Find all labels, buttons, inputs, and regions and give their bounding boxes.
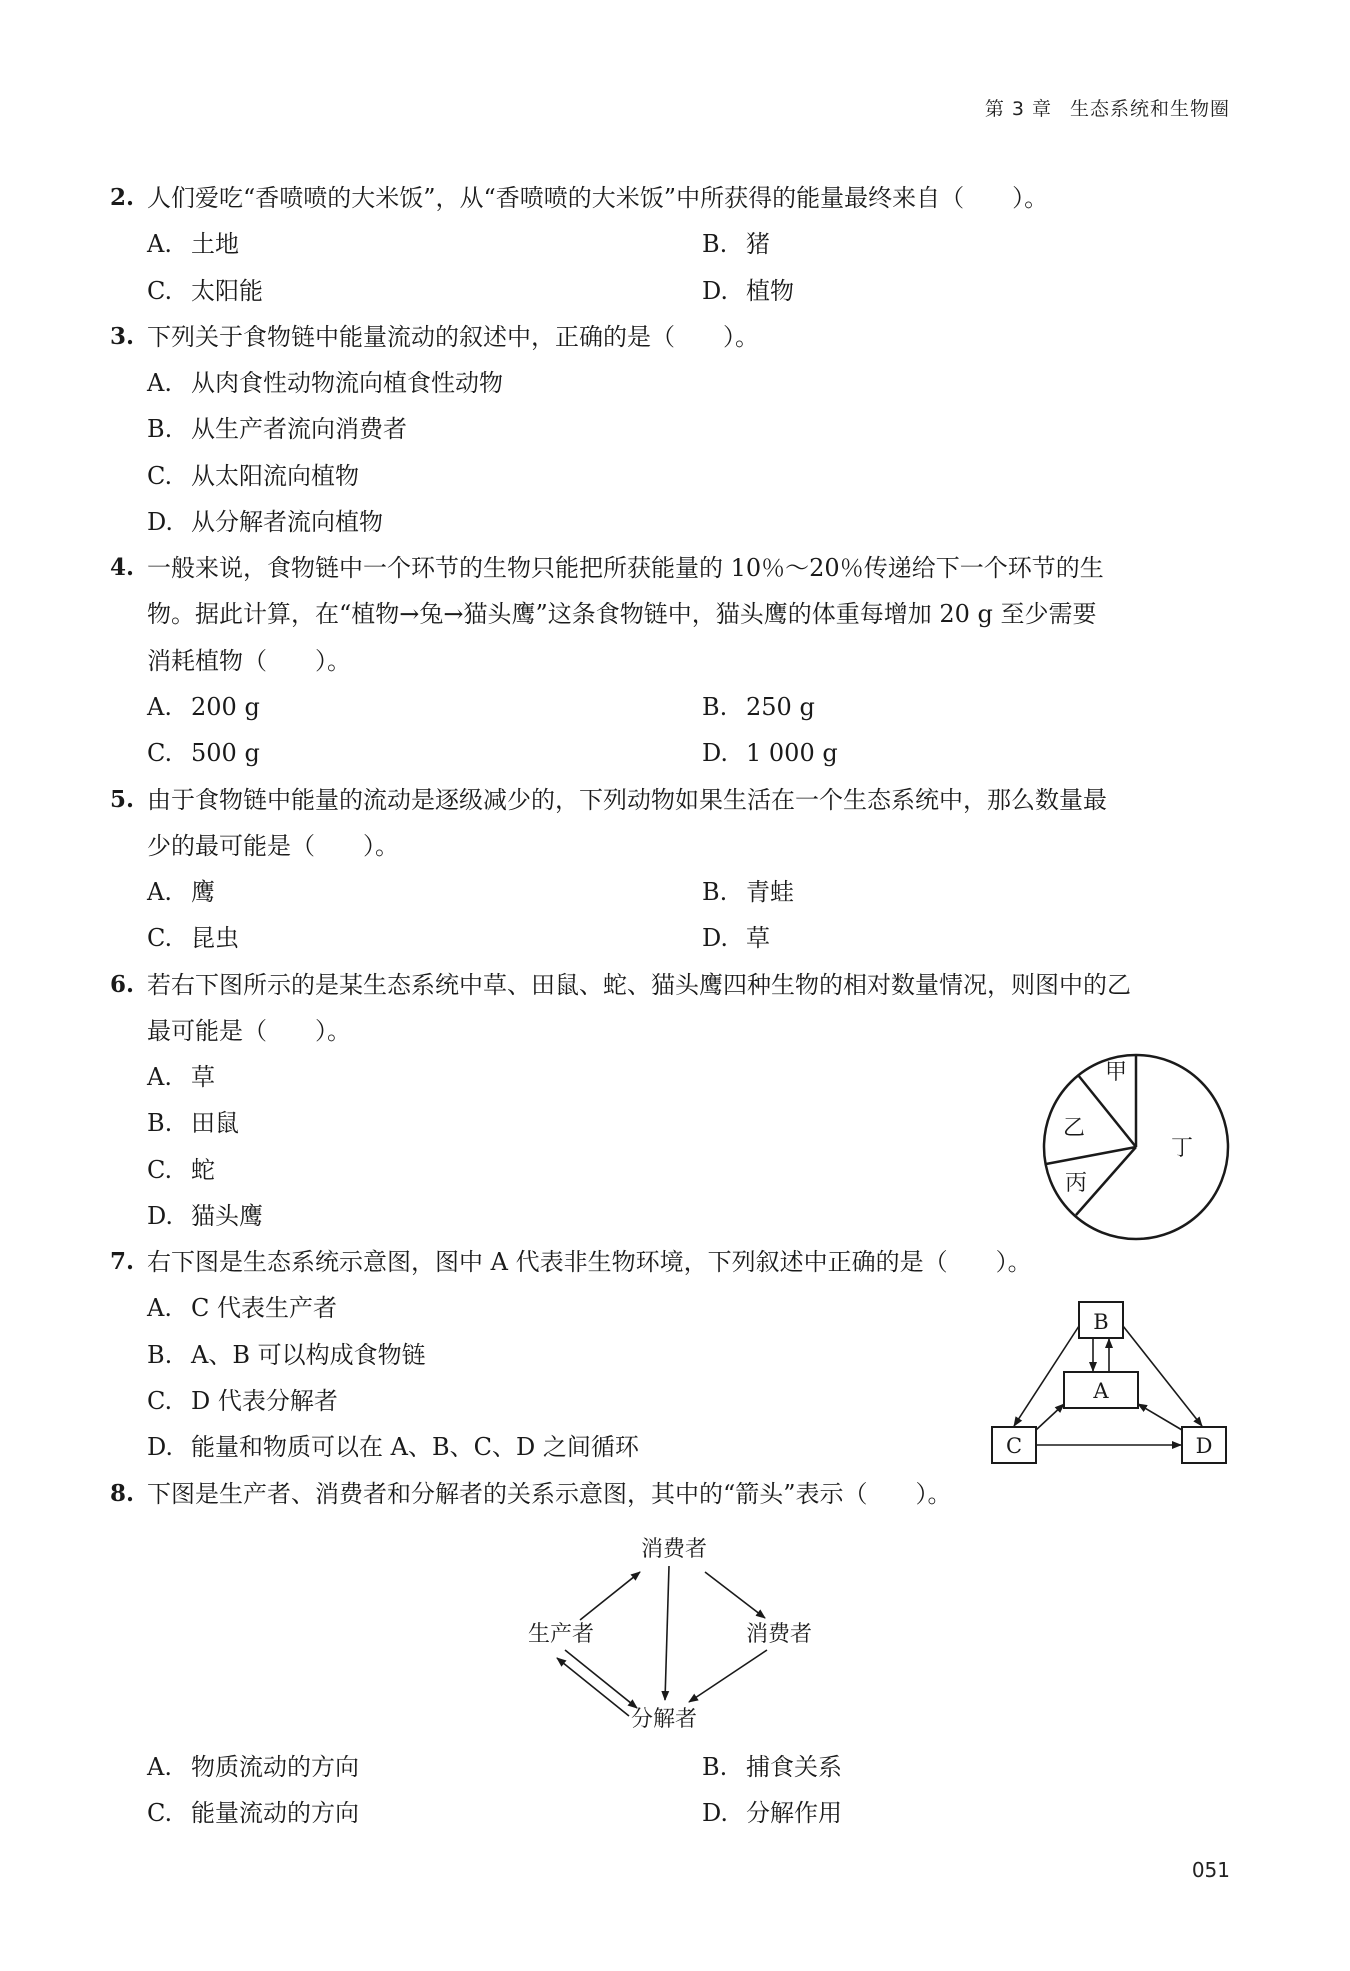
box-d-label: D bbox=[1195, 1434, 1213, 1458]
option-label: B. bbox=[702, 230, 728, 258]
chapter-number: 第 3 章 bbox=[984, 98, 1052, 120]
option-text: 从生产者流向消费者 bbox=[191, 415, 407, 443]
arrow-d-to-a bbox=[1138, 1404, 1182, 1430]
option-b bbox=[702, 690, 815, 724]
option-label: A. bbox=[147, 1753, 172, 1781]
question-text: 右下图是生态系统示意图，图中 A 代表非生物环境，下列叙述中正确的是（ ）。 bbox=[147, 1248, 1032, 1276]
option-label: A. bbox=[147, 693, 172, 721]
arrow-producer-to-decomposer bbox=[565, 1650, 637, 1708]
option-label: B. bbox=[702, 693, 728, 721]
option-label: C. bbox=[147, 1156, 173, 1184]
option-label: C. bbox=[147, 739, 173, 767]
option-text: 植物 bbox=[746, 277, 794, 305]
option-text: C 代表生产者 bbox=[191, 1294, 337, 1322]
option-text: 草 bbox=[191, 1063, 215, 1091]
option-label: D. bbox=[147, 1202, 174, 1230]
option-label: B. bbox=[702, 1753, 728, 1781]
question-text: 物。据此计算，在“植物→兔→猫头鹰”这条食物链中，猫头鹰的体重每增加 20 g 至少需要 bbox=[147, 600, 1097, 628]
arrow-consumer-right-to-decomposer bbox=[689, 1650, 767, 1702]
node-consumer-top: 消费者 bbox=[640, 1537, 708, 1562]
option-label: C. bbox=[147, 277, 173, 305]
option-text: 物质流动的方向 bbox=[191, 1753, 359, 1781]
option-a bbox=[147, 875, 215, 909]
option-b bbox=[702, 875, 794, 909]
node-consumer-right: 消费者 bbox=[745, 1622, 813, 1647]
question-number: 3. bbox=[110, 323, 135, 350]
option-text: 从分解者流向植物 bbox=[191, 508, 383, 536]
option-label: D. bbox=[702, 924, 729, 952]
option-a bbox=[147, 1060, 215, 1094]
option-label: A. bbox=[147, 230, 172, 258]
box-b-label: B bbox=[1093, 1310, 1109, 1334]
question-text: 若右下图所示的是某生态系统中草、田鼠、蛇、猫头鹰四种生物的相对数量情况，则图中的乙 bbox=[147, 971, 1131, 999]
pie-figure bbox=[1036, 1047, 1236, 1247]
question-text: 下列关于食物链中能量流动的叙述中，正确的是（ ）。 bbox=[147, 323, 759, 351]
question-text: 一般来说，食物链中一个环节的生物只能把所获能量的 10％～20％传递给下一个环节的生 bbox=[147, 554, 1104, 582]
option-text: 500 g bbox=[191, 739, 260, 767]
arrow-consumer-to-consumer bbox=[705, 1572, 765, 1618]
question-number: 7. bbox=[110, 1248, 135, 1275]
option-c bbox=[147, 1796, 359, 1830]
question-number: 8. bbox=[110, 1480, 135, 1507]
option-a bbox=[147, 690, 260, 724]
question-number: 2. bbox=[110, 184, 135, 211]
option-label: B. bbox=[702, 878, 728, 906]
option-label: A. bbox=[147, 1063, 172, 1091]
option-text: 捕食关系 bbox=[746, 1753, 842, 1781]
option-d bbox=[702, 921, 770, 955]
option-a bbox=[147, 1750, 359, 1784]
arrow-consumer-to-decomposer bbox=[665, 1566, 669, 1700]
option-b bbox=[702, 1750, 842, 1784]
arrow-producer-to-consumer bbox=[580, 1572, 640, 1620]
option-text: 猪 bbox=[746, 230, 770, 258]
option-d bbox=[702, 736, 838, 770]
ecosystem-figure bbox=[980, 1290, 1240, 1480]
option-text: 分解作用 bbox=[746, 1799, 842, 1827]
option-label: A. bbox=[147, 1294, 172, 1322]
slice-label-jia: 甲 bbox=[1104, 1060, 1128, 1085]
option-text: 猫头鹰 bbox=[191, 1202, 263, 1230]
option-a bbox=[147, 366, 503, 400]
relation-figure bbox=[505, 1530, 845, 1740]
option-d bbox=[702, 1796, 842, 1830]
option-c bbox=[147, 274, 263, 308]
option-label: C. bbox=[147, 924, 173, 952]
option-d bbox=[147, 505, 383, 539]
slice-label-yi: 乙 bbox=[1062, 1116, 1086, 1141]
option-text: 蛇 bbox=[191, 1156, 215, 1184]
question-text: 少的最可能是（ ）。 bbox=[147, 832, 399, 860]
option-label: B. bbox=[147, 1109, 173, 1137]
pie-divider bbox=[1078, 1075, 1136, 1147]
option-b bbox=[147, 412, 407, 446]
question-text: 最可能是（ ）。 bbox=[147, 1017, 351, 1045]
option-text: A、B 可以构成食物链 bbox=[191, 1341, 426, 1369]
option-text: 能量和物质可以在 A、B、C、D 之间循环 bbox=[191, 1433, 639, 1461]
node-decomposer: 分解者 bbox=[630, 1707, 698, 1732]
option-label: A. bbox=[147, 878, 172, 906]
option-label: B. bbox=[147, 415, 173, 443]
option-label: D. bbox=[702, 739, 729, 767]
option-a bbox=[147, 227, 239, 261]
option-text: 200 g bbox=[191, 693, 260, 721]
slice-label-ding: 丁 bbox=[1170, 1136, 1194, 1161]
option-c bbox=[147, 736, 260, 770]
slice-label-bing: 丙 bbox=[1064, 1171, 1088, 1196]
option-text: 昆虫 bbox=[191, 924, 239, 952]
option-label: C. bbox=[147, 462, 173, 490]
option-text: 太阳能 bbox=[191, 277, 263, 305]
option-a bbox=[147, 1291, 337, 1325]
option-label: D. bbox=[702, 277, 729, 305]
option-text: 1 000 g bbox=[746, 739, 838, 767]
option-d bbox=[147, 1199, 263, 1233]
question-text: 由于食物链中能量的流动是逐级减少的，下列动物如果生活在一个生态系统中，那么数量最 bbox=[147, 786, 1107, 814]
option-label: D. bbox=[147, 508, 174, 536]
page-number: 051 bbox=[1191, 1858, 1230, 1882]
option-c bbox=[147, 459, 359, 493]
option-c bbox=[147, 1153, 215, 1187]
question-text: 下图是生产者、消费者和分解者的关系示意图，其中的“箭头”表示（ ）。 bbox=[147, 1480, 952, 1508]
option-text: 青蛙 bbox=[746, 878, 794, 906]
question-text: 人们爱吃“香喷喷的大米饭”，从“香喷喷的大米饭”中所获得的能量最终来自（ ）。 bbox=[147, 184, 1049, 212]
chapter-title: 生态系统和生物圈 bbox=[1069, 98, 1230, 120]
option-c bbox=[147, 1384, 338, 1418]
node-producer: 生产者 bbox=[527, 1622, 595, 1647]
option-d bbox=[147, 1430, 639, 1464]
option-text: 鹰 bbox=[191, 878, 215, 906]
option-label: D. bbox=[147, 1433, 174, 1461]
option-b bbox=[702, 227, 770, 261]
question-text: 消耗植物（ ）。 bbox=[147, 647, 351, 675]
option-text: 250 g bbox=[746, 693, 815, 721]
option-c bbox=[147, 921, 239, 955]
box-c-label: C bbox=[1005, 1434, 1023, 1458]
option-label: C. bbox=[147, 1387, 173, 1415]
option-text: 田鼠 bbox=[191, 1109, 239, 1137]
question-number: 6. bbox=[110, 971, 135, 998]
option-label: B. bbox=[147, 1341, 173, 1369]
option-text: 草 bbox=[746, 924, 770, 952]
option-label: D. bbox=[702, 1799, 729, 1827]
option-text: D 代表分解者 bbox=[191, 1387, 338, 1415]
option-label: C. bbox=[147, 1799, 173, 1827]
chapter-header bbox=[985, 94, 1230, 121]
option-b bbox=[147, 1106, 239, 1140]
option-text: 土地 bbox=[191, 230, 239, 258]
option-b bbox=[147, 1338, 426, 1372]
option-d bbox=[702, 274, 794, 308]
arrow-c-to-a bbox=[1036, 1404, 1064, 1430]
box-a-label: A bbox=[1093, 1379, 1109, 1403]
arrow-decomposer-to-producer bbox=[557, 1658, 629, 1716]
question-number: 5. bbox=[110, 786, 135, 813]
option-text: 能量流动的方向 bbox=[191, 1799, 359, 1827]
option-label: A. bbox=[147, 369, 172, 397]
option-text: 从太阳流向植物 bbox=[191, 462, 359, 490]
question-number: 4. bbox=[110, 554, 135, 581]
option-text: 从肉食性动物流向植食性动物 bbox=[191, 369, 503, 397]
